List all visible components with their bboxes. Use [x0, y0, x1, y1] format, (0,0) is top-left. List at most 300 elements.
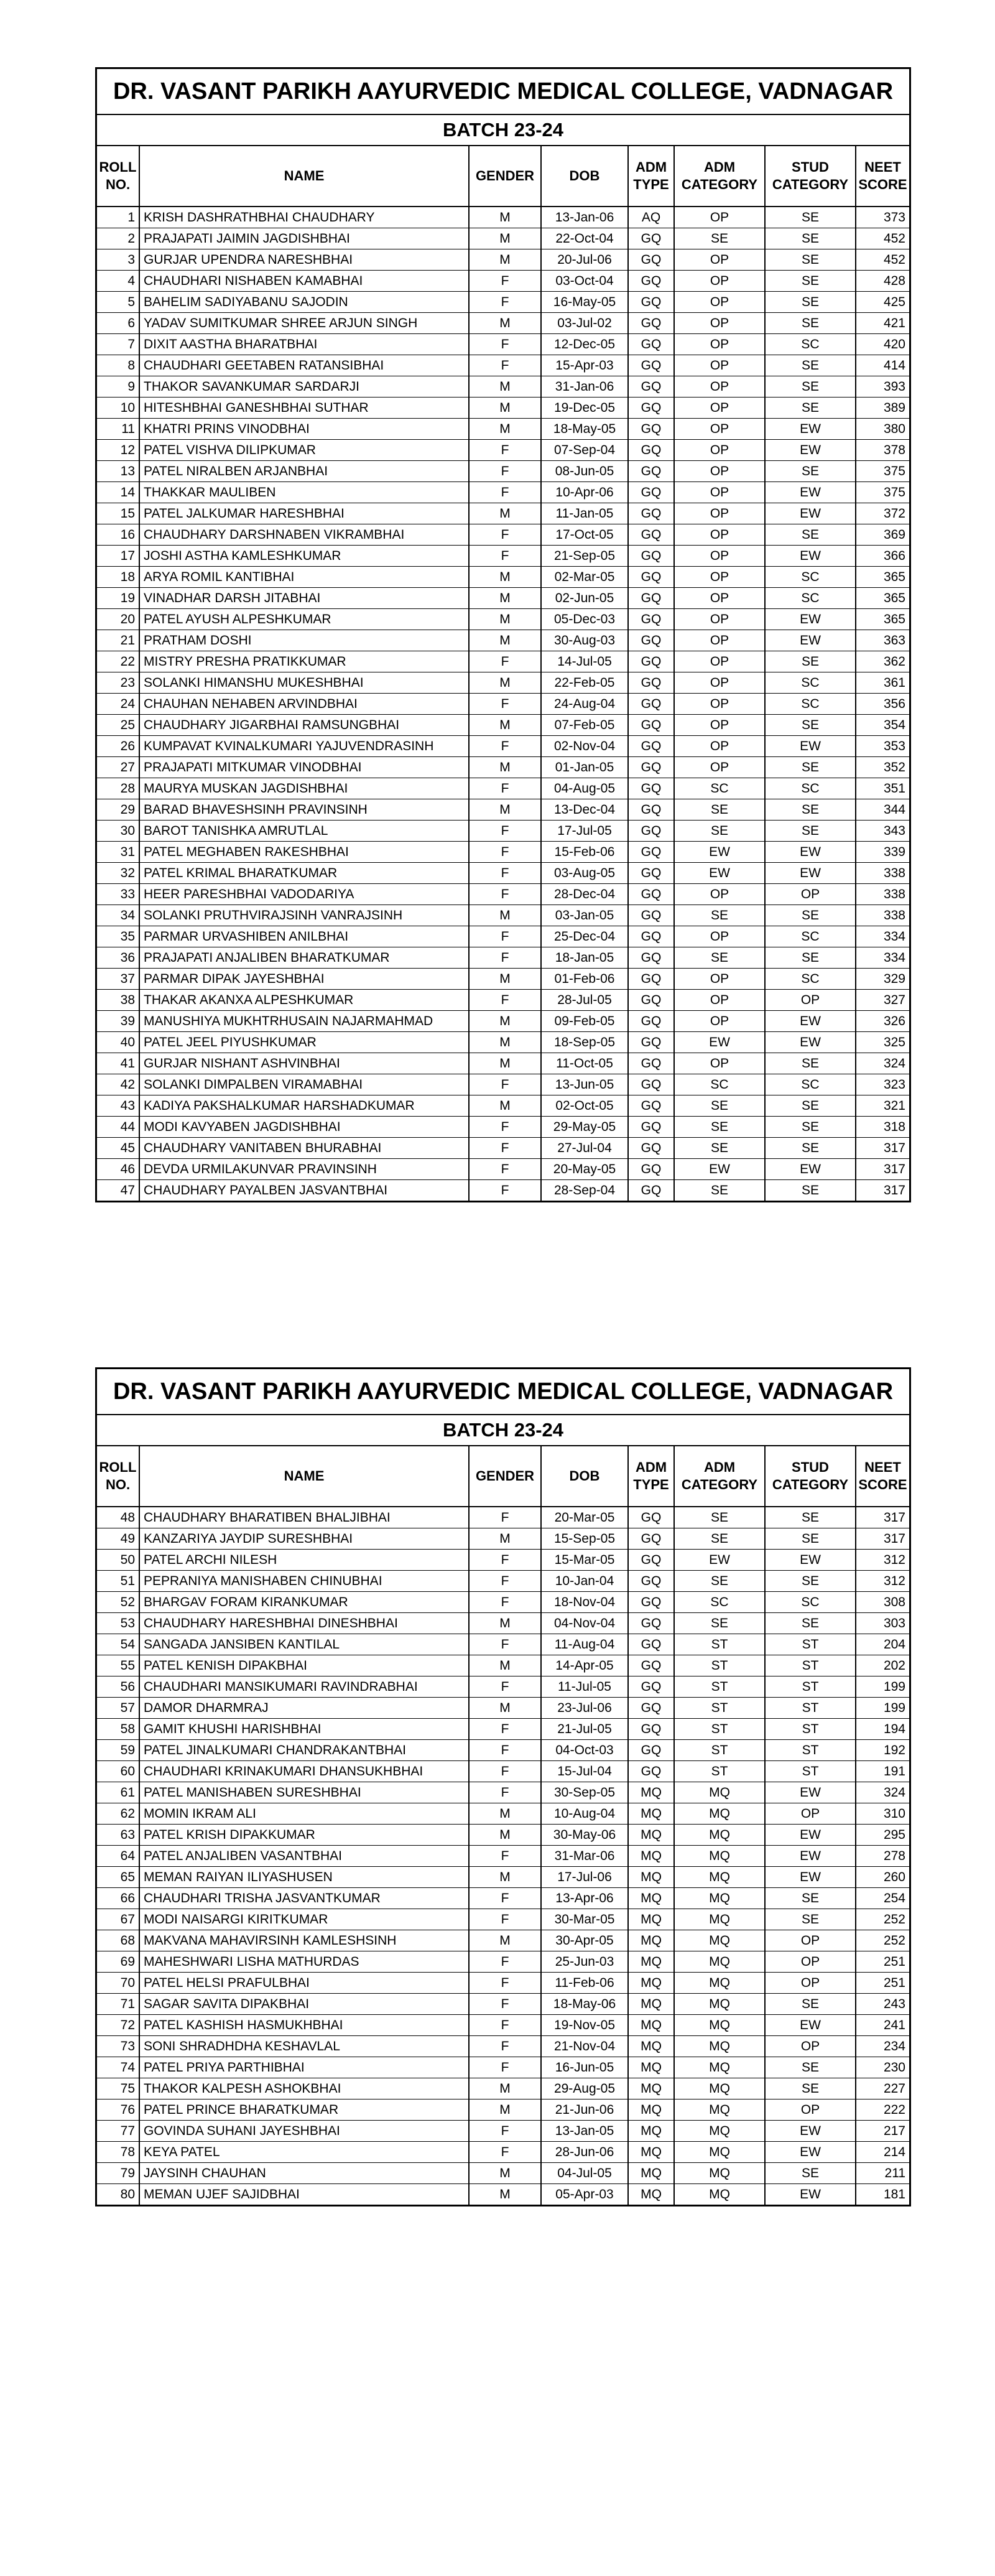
table-row [97, 1032, 909, 1053]
cell-gender: M [469, 419, 541, 440]
table-row [97, 1117, 909, 1138]
cell-roll-no: 11 [97, 419, 139, 440]
cell-stud-category: SE [765, 799, 856, 821]
cell-neet-score: 329 [856, 969, 909, 990]
cell-dob: 07-Feb-05 [541, 715, 628, 736]
cell-dob: 11-Jan-05 [541, 503, 628, 524]
table-row [97, 609, 909, 630]
header-roll-no: ROLL NO. [97, 1446, 139, 1507]
cell-roll-no: 22 [97, 651, 139, 672]
cell-gender: F [469, 1719, 541, 1740]
cell-name: THAKOR KALPESH ASHOKBHAI [139, 2078, 469, 2099]
header-neet-score: NEET SCORE [856, 1446, 909, 1507]
cell-stud-category: EW [765, 482, 856, 503]
table-row [97, 2099, 909, 2121]
cell-stud-category: EW [765, 1550, 856, 1571]
table-row [97, 1867, 909, 1888]
cell-stud-category: EW [765, 419, 856, 440]
table-row [97, 546, 909, 567]
table-row [97, 821, 909, 842]
student-list-sheet-2 [95, 1367, 911, 2206]
cell-stud-category: EW [765, 842, 856, 863]
header-adm-type: ADM TYPE [628, 146, 674, 207]
cell-neet-score: 452 [856, 228, 909, 249]
cell-stud-category: SE [765, 2078, 856, 2099]
cell-roll-no: 40 [97, 1032, 139, 1053]
cell-neet-score: 363 [856, 630, 909, 651]
cell-roll-no: 10 [97, 398, 139, 419]
cell-name: CHAUDHARY BHARATIBEN BHALJIBHAI [139, 1507, 469, 1528]
cell-adm-type: MQ [628, 1930, 674, 1951]
cell-neet-score: 393 [856, 376, 909, 398]
cell-stud-category: SE [765, 1528, 856, 1550]
table-row [97, 1994, 909, 2015]
cell-name: KADIYA PAKSHALKUMAR HARSHADKUMAR [139, 1095, 469, 1117]
cell-dob: 20-Mar-05 [541, 1507, 628, 1528]
cell-neet-score: 356 [856, 694, 909, 715]
table-row [97, 1571, 909, 1592]
cell-name: CHAUDHARI GEETABEN RATANSIBHAI [139, 355, 469, 376]
cell-name: DIXIT AASTHA BHARATBHAI [139, 334, 469, 355]
cell-stud-category: EW [765, 2142, 856, 2163]
cell-dob: 21-Sep-05 [541, 546, 628, 567]
cell-adm-type: GQ [628, 440, 674, 461]
cell-adm-category: OP [674, 482, 765, 503]
cell-gender: F [469, 1740, 541, 1761]
cell-stud-category: EW [765, 1782, 856, 1803]
cell-roll-no: 71 [97, 1994, 139, 2015]
cell-gender: M [469, 2099, 541, 2121]
cell-roll-no: 43 [97, 1095, 139, 1117]
cell-neet-score: 338 [856, 884, 909, 905]
cell-adm-type: GQ [628, 271, 674, 292]
table-row [97, 947, 909, 969]
cell-dob: 05-Apr-03 [541, 2184, 628, 2205]
cell-stud-category: SE [765, 524, 856, 546]
cell-stud-category: SE [765, 1507, 856, 1528]
cell-roll-no: 17 [97, 546, 139, 567]
cell-roll-no: 27 [97, 757, 139, 778]
cell-adm-category: ST [674, 1740, 765, 1761]
cell-dob: 13-Dec-04 [541, 799, 628, 821]
cell-dob: 03-Oct-04 [541, 271, 628, 292]
cell-adm-type: GQ [628, 1032, 674, 1053]
cell-gender: F [469, 1973, 541, 1994]
cell-adm-category: MQ [674, 2057, 765, 2078]
cell-adm-category: MQ [674, 2036, 765, 2057]
cell-dob: 10-Aug-04 [541, 1803, 628, 1825]
cell-stud-category: ST [765, 1655, 856, 1676]
cell-adm-category: OP [674, 609, 765, 630]
cell-neet-score: 194 [856, 1719, 909, 1740]
cell-dob: 03-Aug-05 [541, 863, 628, 884]
cell-gender: F [469, 1846, 541, 1867]
cell-neet-score: 321 [856, 1095, 909, 1117]
cell-name: BARAD BHAVESHSINH PRAVINSINH [139, 799, 469, 821]
cell-roll-no: 41 [97, 1053, 139, 1074]
cell-dob: 29-May-05 [541, 1117, 628, 1138]
cell-stud-category: SE [765, 757, 856, 778]
header-dob: DOB [541, 1446, 628, 1507]
cell-adm-type: GQ [628, 482, 674, 503]
cell-stud-category: OP [765, 1951, 856, 1973]
cell-name: MEMAN RAIYAN ILIYASHUSEN [139, 1867, 469, 1888]
cell-gender: M [469, 905, 541, 926]
cell-name: HEER PARESHBHAI VADODARIYA [139, 884, 469, 905]
cell-adm-category: OP [674, 334, 765, 355]
cell-roll-no: 15 [97, 503, 139, 524]
table-row [97, 1846, 909, 1867]
cell-neet-score: 217 [856, 2121, 909, 2142]
cell-adm-category: OP [674, 1053, 765, 1074]
cell-gender: M [469, 2163, 541, 2184]
college-title: DR. VASANT PARIKH AAYURVEDIC MEDICAL COLLEGE, VADNAGAR [97, 1369, 909, 1415]
table-row [97, 228, 909, 249]
cell-name: PRAJAPATI MITKUMAR VINODBHAI [139, 757, 469, 778]
cell-neet-score: 375 [856, 461, 909, 482]
cell-name: PATEL JALKUMAR HARESHBHAI [139, 503, 469, 524]
cell-adm-type: GQ [628, 799, 674, 821]
cell-neet-score: 214 [856, 2142, 909, 2163]
cell-adm-type: GQ [628, 947, 674, 969]
header-roll-no: ROLL NO. [97, 146, 139, 207]
cell-dob: 13-Jan-05 [541, 2121, 628, 2142]
cell-dob: 24-Aug-04 [541, 694, 628, 715]
cell-name: PARMAR URVASHIBEN ANILBHAI [139, 926, 469, 947]
table-row [97, 2036, 909, 2057]
cell-stud-category: EW [765, 863, 856, 884]
cell-roll-no: 75 [97, 2078, 139, 2099]
cell-dob: 14-Apr-05 [541, 1655, 628, 1676]
cell-roll-no: 28 [97, 778, 139, 799]
cell-dob: 19-Nov-05 [541, 2015, 628, 2036]
cell-stud-category: OP [765, 884, 856, 905]
cell-adm-category: MQ [674, 2121, 765, 2142]
cell-adm-type: GQ [628, 1761, 674, 1782]
cell-adm-category: EW [674, 842, 765, 863]
cell-roll-no: 67 [97, 1909, 139, 1930]
cell-gender: M [469, 249, 541, 271]
cell-roll-no: 63 [97, 1825, 139, 1846]
cell-adm-type: MQ [628, 2184, 674, 2205]
cell-stud-category: ST [765, 1740, 856, 1761]
cell-adm-type: GQ [628, 1528, 674, 1550]
cell-adm-category: OP [674, 990, 765, 1011]
cell-roll-no: 4 [97, 271, 139, 292]
cell-adm-type: GQ [628, 694, 674, 715]
cell-dob: 17-Jul-05 [541, 821, 628, 842]
cell-gender: M [469, 1698, 541, 1719]
cell-roll-no: 19 [97, 588, 139, 609]
cell-dob: 16-Jun-05 [541, 2057, 628, 2078]
table-row [97, 1740, 909, 1761]
cell-roll-no: 29 [97, 799, 139, 821]
cell-stud-category: SE [765, 271, 856, 292]
cell-name: MODI NAISARGI KIRITKUMAR [139, 1909, 469, 1930]
cell-name: PATEL KRISH DIPAKKUMAR [139, 1825, 469, 1846]
cell-dob: 19-Dec-05 [541, 398, 628, 419]
cell-dob: 18-May-05 [541, 419, 628, 440]
table-row [97, 672, 909, 694]
cell-adm-category: OP [674, 524, 765, 546]
cell-neet-score: 308 [856, 1592, 909, 1613]
cell-adm-category: OP [674, 398, 765, 419]
table-row [97, 461, 909, 482]
cell-name: PATEL KRIMAL BHARATKUMAR [139, 863, 469, 884]
cell-adm-type: GQ [628, 1571, 674, 1592]
cell-dob: 21-Nov-04 [541, 2036, 628, 2057]
cell-dob: 01-Feb-06 [541, 969, 628, 990]
cell-gender: F [469, 1138, 541, 1159]
cell-neet-score: 369 [856, 524, 909, 546]
cell-dob: 07-Sep-04 [541, 440, 628, 461]
cell-neet-score: 428 [856, 271, 909, 292]
cell-adm-category: OP [674, 715, 765, 736]
cell-adm-category: OP [674, 292, 765, 313]
table-row [97, 2057, 909, 2078]
cell-neet-score: 354 [856, 715, 909, 736]
cell-gender: F [469, 1994, 541, 2015]
cell-adm-type: GQ [628, 1550, 674, 1571]
cell-adm-type: MQ [628, 1909, 674, 1930]
cell-dob: 13-Apr-06 [541, 1888, 628, 1909]
cell-name: CHAUDHARY PAYALBEN JASVANTBHAI [139, 1180, 469, 1201]
cell-neet-score: 312 [856, 1550, 909, 1571]
cell-stud-category: OP [765, 2036, 856, 2057]
cell-dob: 28-Sep-04 [541, 1180, 628, 1201]
student-table [97, 146, 909, 1201]
cell-name: PATEL MANISHABEN SURESHBHAI [139, 1782, 469, 1803]
cell-gender: F [469, 1592, 541, 1613]
table-row [97, 482, 909, 503]
cell-stud-category: SE [765, 292, 856, 313]
cell-dob: 13-Jan-06 [541, 207, 628, 228]
cell-neet-score: 361 [856, 672, 909, 694]
cell-gender: M [469, 588, 541, 609]
cell-gender: F [469, 990, 541, 1011]
cell-neet-score: 327 [856, 990, 909, 1011]
cell-gender: F [469, 1074, 541, 1095]
cell-roll-no: 68 [97, 1930, 139, 1951]
cell-neet-score: 366 [856, 546, 909, 567]
cell-name: PATEL ANJALIBEN VASANTBHAI [139, 1846, 469, 1867]
cell-neet-score: 222 [856, 2099, 909, 2121]
cell-dob: 30-Mar-05 [541, 1909, 628, 1930]
cell-adm-type: GQ [628, 1634, 674, 1655]
cell-name: PARMAR DIPAK JAYESHBHAI [139, 969, 469, 990]
cell-dob: 20-Jul-06 [541, 249, 628, 271]
cell-stud-category: SE [765, 651, 856, 672]
cell-gender: F [469, 1761, 541, 1782]
cell-roll-no: 3 [97, 249, 139, 271]
cell-roll-no: 48 [97, 1507, 139, 1528]
table-row [97, 376, 909, 398]
cell-name: MEMAN UJEF SAJIDBHAI [139, 2184, 469, 2205]
cell-stud-category: SE [765, 1053, 856, 1074]
table-row [97, 863, 909, 884]
cell-stud-category: SE [765, 228, 856, 249]
header-stud-category: STUD CATEGORY [765, 1446, 856, 1507]
cell-stud-category: SE [765, 947, 856, 969]
cell-stud-category: EW [765, 1011, 856, 1032]
cell-roll-no: 65 [97, 1867, 139, 1888]
header-adm-type: ADM TYPE [628, 1446, 674, 1507]
cell-gender: F [469, 2057, 541, 2078]
cell-gender: M [469, 1032, 541, 1053]
cell-roll-no: 25 [97, 715, 139, 736]
cell-name: MISTRY PRESHA PRATIKKUMAR [139, 651, 469, 672]
cell-dob: 03-Jul-02 [541, 313, 628, 334]
cell-name: PATEL JEEL PIYUSHKUMAR [139, 1032, 469, 1053]
cell-adm-type: GQ [628, 609, 674, 630]
cell-stud-category: EW [765, 609, 856, 630]
cell-neet-score: 326 [856, 1011, 909, 1032]
cell-adm-category: OP [674, 630, 765, 651]
cell-name: GAMIT KHUSHI HARISHBHAI [139, 1719, 469, 1740]
cell-dob: 10-Apr-06 [541, 482, 628, 503]
cell-gender: M [469, 799, 541, 821]
cell-dob: 25-Dec-04 [541, 926, 628, 947]
cell-adm-category: ST [674, 1676, 765, 1698]
cell-gender: M [469, 503, 541, 524]
cell-roll-no: 39 [97, 1011, 139, 1032]
cell-roll-no: 16 [97, 524, 139, 546]
cell-name: SOLANKI DIMPALBEN VIRAMABHAI [139, 1074, 469, 1095]
cell-adm-type: GQ [628, 969, 674, 990]
cell-adm-category: SE [674, 821, 765, 842]
cell-name: KRISH DASHRATHBHAI CHAUDHARY [139, 207, 469, 228]
cell-adm-type: MQ [628, 2015, 674, 2036]
cell-gender: M [469, 969, 541, 990]
table-row [97, 757, 909, 778]
cell-dob: 08-Jun-05 [541, 461, 628, 482]
cell-gender: M [469, 715, 541, 736]
cell-name: THAKKAR MAULIBEN [139, 482, 469, 503]
cell-dob: 05-Dec-03 [541, 609, 628, 630]
cell-roll-no: 23 [97, 672, 139, 694]
cell-gender: F [469, 440, 541, 461]
header-name: NAME [139, 1446, 469, 1507]
cell-name: CHAUHAN NEHABEN ARVINDBHAI [139, 694, 469, 715]
cell-adm-type: GQ [628, 842, 674, 863]
cell-adm-type: MQ [628, 1951, 674, 1973]
cell-roll-no: 70 [97, 1973, 139, 1994]
cell-roll-no: 36 [97, 947, 139, 969]
cell-gender: F [469, 1159, 541, 1180]
cell-gender: F [469, 2036, 541, 2057]
cell-stud-category: SC [765, 694, 856, 715]
cell-neet-score: 199 [856, 1676, 909, 1698]
cell-neet-score: 325 [856, 1032, 909, 1053]
cell-gender: F [469, 271, 541, 292]
student-table [97, 1446, 909, 2205]
cell-adm-type: GQ [628, 588, 674, 609]
cell-neet-score: 317 [856, 1507, 909, 1528]
cell-adm-category: ST [674, 1634, 765, 1655]
header-neet-score: NEET SCORE [856, 146, 909, 207]
cell-name: CHAUDHARY VANITABEN BHURABHAI [139, 1138, 469, 1159]
cell-neet-score: 191 [856, 1761, 909, 1782]
cell-stud-category: EW [765, 1867, 856, 1888]
cell-stud-category: SE [765, 2163, 856, 2184]
cell-neet-score: 295 [856, 1825, 909, 1846]
table-row [97, 1528, 909, 1550]
cell-stud-category: SE [765, 1888, 856, 1909]
cell-dob: 04-Jul-05 [541, 2163, 628, 2184]
cell-adm-category: MQ [674, 1825, 765, 1846]
table-row [97, 715, 909, 736]
header-name: NAME [139, 146, 469, 207]
cell-dob: 16-May-05 [541, 292, 628, 313]
cell-name: PATEL NIRALBEN ARJANBHAI [139, 461, 469, 482]
college-title: DR. VASANT PARIKH AAYURVEDIC MEDICAL COLLEGE, VADNAGAR [97, 69, 909, 115]
cell-neet-score: 303 [856, 1613, 909, 1634]
cell-roll-no: 34 [97, 905, 139, 926]
cell-dob: 31-Jan-06 [541, 376, 628, 398]
cell-dob: 02-Oct-05 [541, 1095, 628, 1117]
cell-neet-score: 362 [856, 651, 909, 672]
cell-dob: 29-Aug-05 [541, 2078, 628, 2099]
cell-dob: 13-Jun-05 [541, 1074, 628, 1095]
cell-roll-no: 31 [97, 842, 139, 863]
cell-roll-no: 7 [97, 334, 139, 355]
cell-gender: F [469, 863, 541, 884]
cell-neet-score: 353 [856, 736, 909, 757]
table-row [97, 1951, 909, 1973]
cell-stud-category: ST [765, 1761, 856, 1782]
cell-gender: M [469, 567, 541, 588]
cell-adm-type: GQ [628, 567, 674, 588]
cell-gender: M [469, 672, 541, 694]
header-gender: GENDER [469, 146, 541, 207]
cell-adm-category: SC [674, 1074, 765, 1095]
cell-name: MANUSHIYA MUKHTRHUSAIN NAJARMAHMAD [139, 1011, 469, 1032]
cell-adm-category: OP [674, 249, 765, 271]
cell-stud-category: EW [765, 2121, 856, 2142]
cell-stud-category: SE [765, 1095, 856, 1117]
cell-adm-type: GQ [628, 778, 674, 799]
table-row [97, 440, 909, 461]
cell-gender: M [469, 1803, 541, 1825]
cell-roll-no: 76 [97, 2099, 139, 2121]
table-row [97, 1888, 909, 1909]
cell-adm-type: MQ [628, 1846, 674, 1867]
cell-name: PATEL HELSI PRAFULBHAI [139, 1973, 469, 1994]
cell-neet-score: 351 [856, 778, 909, 799]
cell-name: CHAUDHARI MANSIKUMARI RAVINDRABHAI [139, 1676, 469, 1698]
cell-roll-no: 35 [97, 926, 139, 947]
cell-adm-type: GQ [628, 292, 674, 313]
cell-adm-category: OP [674, 503, 765, 524]
cell-gender: M [469, 398, 541, 419]
cell-name: MODI KAVYABEN JAGDISHBHAI [139, 1117, 469, 1138]
cell-name: PRAJAPATI ANJALIBEN BHARATKUMAR [139, 947, 469, 969]
cell-name: KANZARIYA JAYDIP SURESHBHAI [139, 1528, 469, 1550]
table-row [97, 1973, 909, 1994]
cell-neet-score: 425 [856, 292, 909, 313]
cell-dob: 15-Sep-05 [541, 1528, 628, 1550]
cell-adm-type: GQ [628, 1159, 674, 1180]
cell-gender: M [469, 1655, 541, 1676]
cell-adm-type: GQ [628, 1740, 674, 1761]
cell-gender: M [469, 1053, 541, 1074]
cell-dob: 04-Aug-05 [541, 778, 628, 799]
cell-dob: 30-Sep-05 [541, 1782, 628, 1803]
cell-adm-category: OP [674, 461, 765, 482]
cell-adm-category: EW [674, 1550, 765, 1571]
cell-neet-score: 254 [856, 1888, 909, 1909]
cell-gender: F [469, 1550, 541, 1571]
